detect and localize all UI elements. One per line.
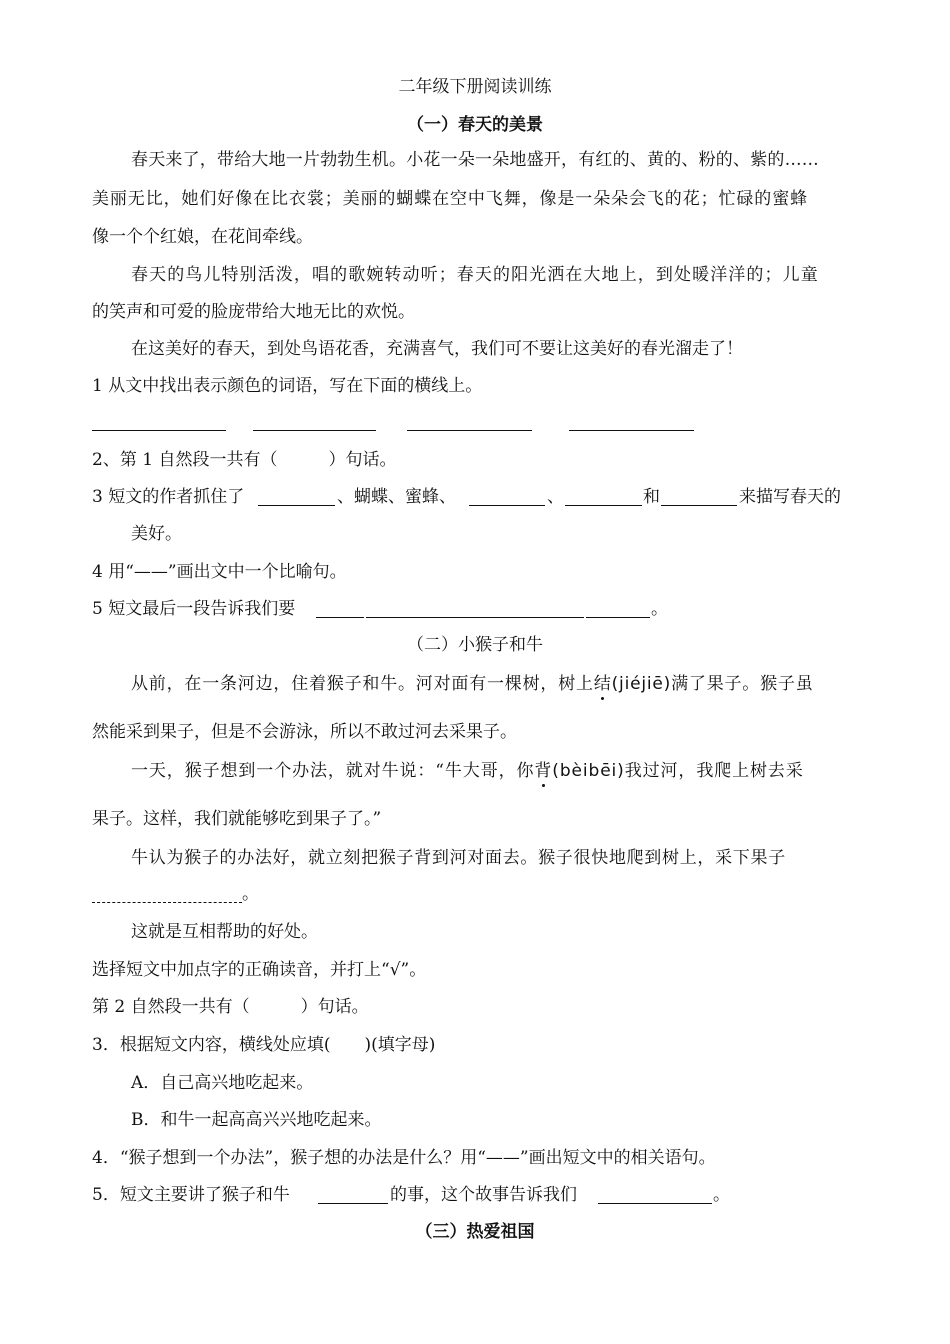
s1-paragraph-2-line-2: 的笑声和可爱的脸庞带给大地无比的欢悦。: [92, 302, 415, 322]
s2-question-3-option-b: B．和牛一起高高兴兴地吃起来。: [131, 1110, 382, 1130]
answer-blank[interactable]: [258, 505, 335, 506]
answer-line[interactable]: [253, 430, 376, 431]
s1-paragraph-2-line-1: 春天的鸟儿特别活泼，唱的歌婉转动听；春天的阳光洒在大地上，到处暖洋洋的；儿童: [131, 265, 819, 285]
answer-blank[interactable]: [366, 617, 584, 618]
s1-question-3-part-a: 3 短文的作者抓住了: [92, 487, 245, 507]
answer-blank[interactable]: [469, 505, 545, 506]
answer-line[interactable]: [569, 430, 694, 431]
s2-question-3: 3．根据短文内容，横线处应填( )(填字母): [92, 1035, 436, 1055]
answer-blank[interactable]: [598, 1203, 712, 1204]
s2-question-1: 选择短文中加点字的正确读音，并打上“√”。: [92, 960, 427, 980]
s2-question-4: 4．“猴子想到一个办法”，猴子想的办法是什么？用“——”画出短文中的相关语句。: [92, 1148, 716, 1168]
s1-question-4: 4 用“——”画出文中一个比喻句。: [92, 562, 347, 582]
pinyin-options: (bèibēi): [552, 761, 625, 781]
answer-blank[interactable]: [318, 1203, 388, 1204]
s2-question-5-part-b: 的事，这个故事告诉我们: [390, 1185, 577, 1205]
s2-paragraph-1-line-2: 然能采到果子，但是不会游泳，所以不敢过河去采果子。: [92, 722, 517, 742]
s2-question-2: 第 2 自然段一共有（ ）句话。: [92, 997, 369, 1017]
s2-paragraph-4: 这就是互相帮助的好处。: [131, 922, 318, 942]
answer-blank[interactable]: [92, 902, 242, 903]
s1-question-3-part-e: 来描写春天的: [739, 487, 841, 507]
s1-question-1: 1 从文中找出表示颜色的词语，写在下面的横线上。: [92, 376, 483, 396]
s2-p1-text-a: 从前，在一条河边，住着猴子和牛。河对面有一棵树，树上: [131, 674, 594, 694]
s2-paragraph-3-line-1: 牛认为猴子的办法好，就立刻把猴子背到河对面去。猴子很快地爬到树上，采下果子: [131, 848, 786, 868]
s1-paragraph-3: 在这美好的春天，到处鸟语花香，充满喜气，我们可不要让这美好的春光溜走了！: [131, 339, 743, 359]
s1-question-3-part-d: 和: [643, 487, 660, 507]
s2-p2-text-a: 一天，猴子想到一个办法，就对牛说：“牛大哥，你: [131, 761, 535, 781]
section-3-title: （三）热爱祖国: [415, 1222, 535, 1242]
doc-title: 二年级下册阅读训练: [398, 77, 552, 97]
s2-paragraph-1-line-1: [131, 672, 814, 696]
s1-question-5-part-b: 。: [651, 599, 668, 619]
s2-paragraph-2-line-2: 果子。这样，我们就能够吃到果子了。”: [92, 809, 382, 829]
s1-question-2: 2、第 1 自然段一共有（ ）句话。: [92, 450, 397, 470]
s2-question-5-part-c: 。: [713, 1185, 730, 1205]
s1-question-3-part-b: 、蝴蝶、蜜蜂、: [337, 487, 456, 507]
dotted-character: 结: [593, 674, 612, 694]
section-2-title: （二）小猴子和牛: [407, 635, 543, 655]
s1-question-5-part-a: 5 短文最后一段告诉我们要: [92, 599, 296, 619]
s2-question-5-part-a: 5．短文主要讲了猴子和牛: [92, 1185, 290, 1205]
pinyin-options: (jiéjiē): [611, 674, 672, 694]
s2-p2-text-b: 我过河，我爬上树去采: [624, 761, 804, 781]
s2-paragraph-2-line-1: [131, 759, 804, 783]
s2-paragraph-3-line-2: 。: [242, 884, 259, 904]
s1-paragraph-1-line-2: 美丽无比，她们好像在比衣裳；美丽的蝴蝶在空中飞舞，像是一朵朵会飞的花；忙碌的蜜蜂: [92, 189, 808, 209]
answer-line[interactable]: [92, 430, 226, 431]
answer-blank[interactable]: [661, 505, 737, 506]
answer-blank[interactable]: [586, 617, 650, 618]
s2-question-3-option-a: A．自己高兴地吃起来。: [131, 1073, 314, 1093]
s1-paragraph-1-line-1: 春天来了，带给大地一片勃勃生机。小花一朵一朵地盛开，有红的、黄的、粉的、紫的……: [131, 150, 819, 170]
section-1-title: （一）春天的美景: [407, 115, 543, 135]
dotted-character: 背: [534, 761, 553, 781]
s1-paragraph-1-line-3: 像一个个红娘，在花间牵线。: [92, 227, 313, 247]
answer-line[interactable]: [407, 430, 532, 431]
answer-blank[interactable]: [565, 505, 642, 506]
answer-blank[interactable]: [316, 617, 364, 618]
s2-p1-text-b: 满了果子。猴子虽: [671, 674, 814, 694]
s1-question-3-line-2: 美好。: [131, 524, 182, 544]
s1-question-3-part-c: 、: [547, 487, 564, 507]
